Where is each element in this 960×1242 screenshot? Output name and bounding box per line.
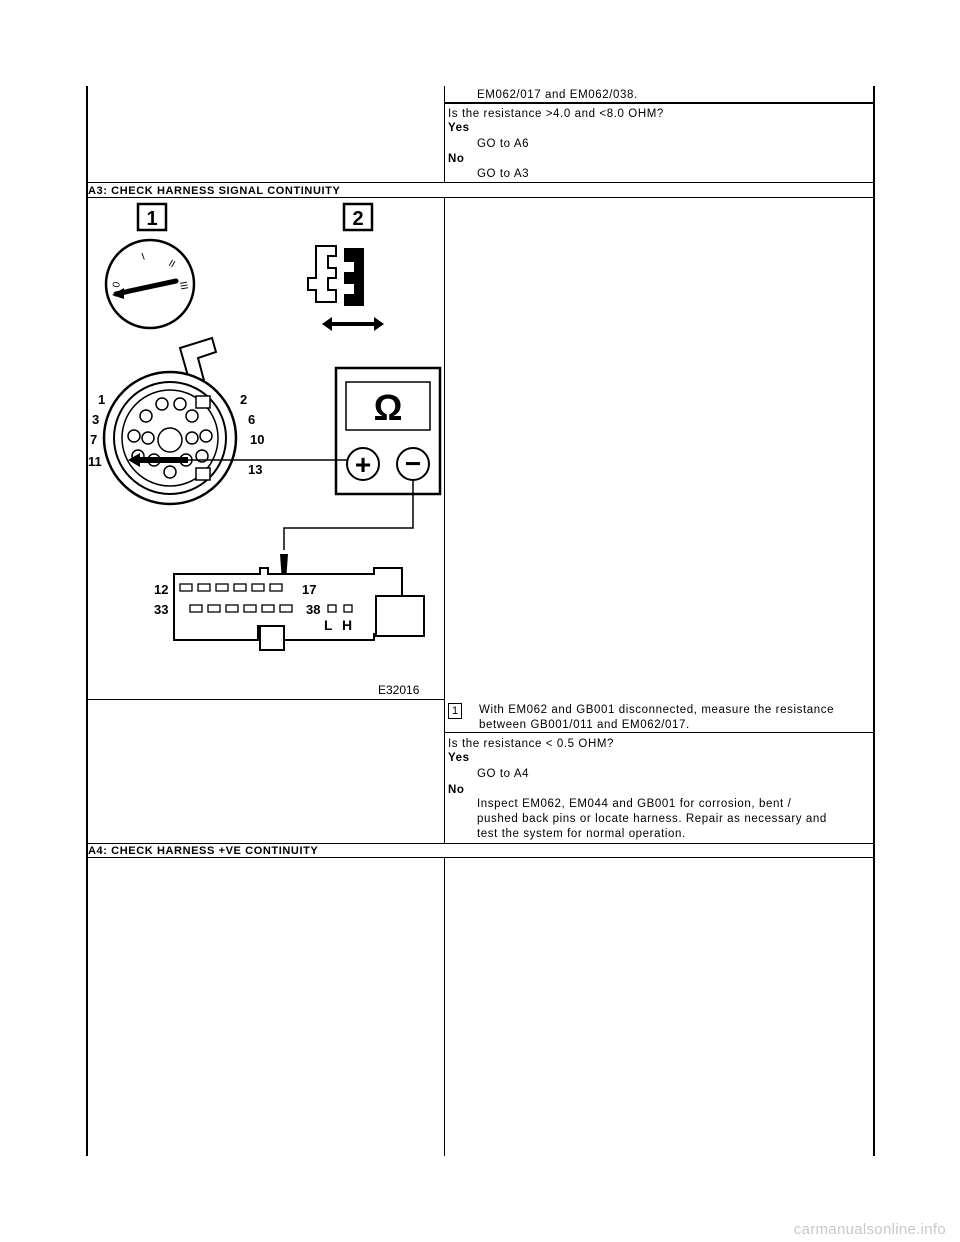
- harness-diagram: [88, 198, 444, 699]
- ignition-mark-2: II: [166, 258, 177, 271]
- continued-step-text: EM062/017 and EM062/038.: [477, 89, 638, 101]
- ignition-mark-3: III: [177, 280, 190, 291]
- q2-yes-action: GO to A4: [477, 768, 530, 780]
- callout-2-text: 2: [352, 208, 364, 230]
- pin-label-1: 1: [98, 392, 106, 407]
- question-2: Is the resistance < 0.5 OHM?: [448, 738, 615, 750]
- ignition-switch-dial: [106, 240, 194, 328]
- column-divider-middle: [444, 198, 445, 843]
- step-1-line-1: With EM062 and GB001 disconnected, measure the resistance: [479, 704, 835, 716]
- q2-yes-label: Yes: [448, 752, 470, 764]
- connector-pair: [308, 246, 384, 331]
- figure-code: E32016: [378, 683, 420, 697]
- q1-yes-label: Yes: [448, 122, 470, 134]
- row-border: [444, 732, 874, 733]
- plus-terminal: +: [354, 449, 372, 480]
- step-1-line-2: between GB001/011 and EM062/017.: [479, 719, 690, 731]
- q1-yes-action: GO to A6: [477, 138, 530, 150]
- connector-label-12: 12: [154, 582, 169, 597]
- callout-1-text: 1: [146, 208, 158, 230]
- q2-no-line-1: Inspect EM062, EM044 and GB001 for corrosion, bent /: [477, 798, 792, 810]
- row-border: [444, 102, 874, 104]
- pin-label-2: 2: [240, 392, 248, 407]
- q1-no-action: GO to A3: [477, 168, 530, 180]
- pin-label-11: 11: [88, 454, 102, 469]
- table-right-border: [873, 86, 875, 1156]
- connector-label-17: 17: [302, 582, 317, 597]
- q2-no-line-2: pushed back pins or locate harness. Repair as necessary and: [477, 813, 827, 825]
- pin-label-7: 7: [90, 432, 98, 447]
- column-divider-bottom: [444, 858, 445, 1156]
- minus-terminal: −: [404, 448, 422, 479]
- connector-label-38: 38: [306, 602, 321, 617]
- connector-label-l: L: [324, 617, 333, 633]
- pin-label-6: 6: [248, 412, 256, 427]
- section-heading-a3: A3: CHECK HARNESS SIGNAL CONTINUITY: [88, 185, 341, 197]
- column-divider-top: [444, 86, 445, 183]
- question-1: Is the resistance >4.0 and <8.0 OHM?: [448, 108, 664, 120]
- pin-label-3: 3: [92, 412, 100, 427]
- q2-no-label: No: [448, 784, 465, 796]
- pin-label-10: 10: [250, 432, 265, 447]
- section-heading-a4: A4: CHECK HARNESS +VE CONTINUITY: [88, 845, 319, 857]
- connector-label-33: 33: [154, 602, 169, 617]
- connector-label-h: H: [342, 617, 353, 633]
- round-connector: [104, 338, 236, 504]
- ignition-mark-1: I: [140, 251, 147, 263]
- pin-label-13: 13: [248, 462, 263, 477]
- watermark: carmanualsonline.info: [793, 1221, 946, 1238]
- ohm-symbol: Ω: [373, 387, 403, 428]
- rectangular-connector: [174, 568, 424, 650]
- q1-no-label: No: [448, 153, 465, 165]
- row-border: [86, 699, 445, 700]
- step-number-box: 1: [448, 703, 462, 719]
- row-border: [86, 182, 875, 183]
- q2-no-line-3: test the system for normal operation.: [477, 828, 686, 840]
- ignition-mark-0: 0: [111, 281, 123, 289]
